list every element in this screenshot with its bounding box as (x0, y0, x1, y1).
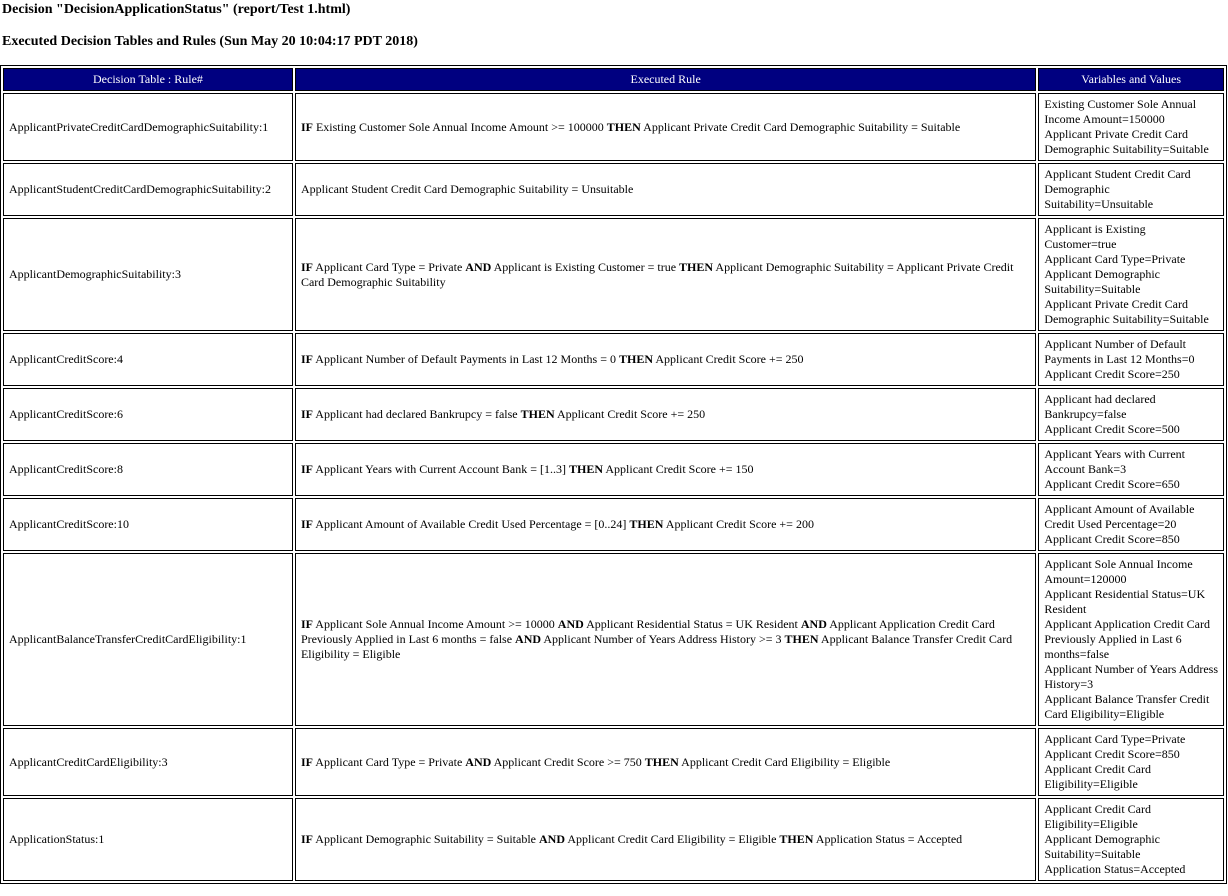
rule-text: Applicant Credit Score += 250 (554, 407, 706, 421)
executed-rule-cell (295, 553, 1036, 726)
decision-table-rule-cell: ApplicantCreditScore:6 (3, 388, 293, 441)
table-row (3, 443, 1224, 496)
rule-keyword: IF (300, 352, 313, 366)
rule-keyword: THEN (779, 832, 814, 846)
rules-table (0, 65, 1227, 884)
rule-text: Applicant Credit Card Eligibility = Eligible (678, 754, 891, 769)
variable-value: Applicant Credit Card Eligibility=Eligible (1044, 762, 1151, 791)
variables-values-cell (1038, 728, 1224, 796)
variable-value: Existing Customer Sole Annual Income Amount=150000 (1044, 97, 1197, 126)
header-decision-table-rule: Decision Table : Rule# (3, 68, 293, 91)
rule-text: Applicant Application Credit Card Previously Applied in Last 6 months = false (300, 617, 995, 646)
rule-text: Applicant Credit Score >= 750 (491, 754, 645, 769)
report-title: Decision "DecisionApplicationStatus" (report/Test 1.html) (2, 2, 351, 17)
rule-keyword: IF (300, 259, 313, 274)
variables-values-cell (1038, 553, 1224, 726)
decision-table-rule-cell: ApplicantDemographicSuitability:3 (3, 218, 293, 331)
table-row (3, 333, 1224, 386)
executed-rule-cell (295, 388, 1036, 441)
rule-keyword: AND (465, 259, 492, 274)
executed-rule-cell (295, 798, 1036, 881)
rule-text: Application Status = Accepted (813, 832, 963, 846)
variables-values-cell (1038, 498, 1224, 551)
rule-text: Applicant Amount of Available Credit Used Percentage = [0..24] (312, 517, 630, 531)
variable-value: Applicant Card Type=Private (1044, 732, 1186, 746)
variable-value: Applicant Demographic Suitability=Suitable (1044, 832, 1160, 861)
rule-text: Applicant Credit Card Eligibility = Eligible (565, 832, 780, 846)
variable-value: Applicant Credit Score=850 (1044, 532, 1180, 546)
executed-rule-cell (295, 93, 1036, 161)
rule-keyword: AND (800, 617, 827, 631)
variable-value: Applicant Credit Score=650 (1044, 477, 1180, 491)
executed-rule-cell (295, 498, 1036, 551)
variable-value: Applicant Number of Years Address History=3 (1044, 662, 1219, 691)
executed-rule-cell (295, 443, 1036, 496)
executed-rule-cell (295, 218, 1036, 331)
rule-keyword: THEN (569, 462, 604, 476)
rule-text: Applicant is Existing Customer = true (491, 259, 680, 274)
table-row (3, 218, 1224, 331)
rule-keyword: THEN (606, 119, 641, 134)
rule-keyword: THEN (679, 259, 714, 274)
variables-values-cell (1038, 333, 1224, 386)
rule-keyword: THEN (520, 407, 555, 421)
decision-table-rule-cell: ApplicantStudentCreditCardDemographicSuitability:2 (3, 163, 293, 216)
variables-values-cell (1038, 443, 1224, 496)
variables-values-cell (1038, 93, 1224, 161)
rule-keyword: IF (300, 754, 313, 769)
executed-rule-cell (295, 163, 1036, 216)
variable-value: Applicant Demographic Suitability=Suitable (1044, 267, 1160, 296)
rule-text: Applicant Sole Annual Income Amount >= 10000 (312, 617, 558, 631)
rule-text: Applicant Balance Transfer Credit Card Eligibility = Eligible (300, 632, 1013, 661)
rule-text: Applicant Demographic Suitability = Suitable (312, 832, 540, 846)
variable-value: Applicant Years with Current Account Bank=3 (1044, 447, 1186, 476)
rule-keyword: THEN (644, 754, 679, 769)
decision-table-rule-cell: ApplicationStatus:1 (3, 798, 293, 881)
variables-values-cell (1038, 798, 1224, 881)
rule-keyword: IF (300, 617, 313, 631)
table-row (3, 163, 1224, 216)
rule-keyword: AND (557, 617, 584, 631)
rule-keyword: THEN (784, 632, 819, 646)
rule-keyword: IF (300, 407, 313, 421)
variable-value: Applicant Private Credit Card Demographic Suitability=Suitable (1044, 127, 1209, 156)
variable-value: Applicant Credit Score=500 (1044, 422, 1180, 436)
rule-text: Applicant Credit Score += 250 (653, 352, 804, 366)
executed-rule-cell (295, 728, 1036, 796)
header-variables-values: Variables and Values (1038, 68, 1224, 91)
variable-value: Applicant had declared Bankrupcy=false (1044, 392, 1156, 421)
variable-value: Applicant Student Credit Card Demographic Suitability=Unsuitable (1044, 167, 1191, 211)
rule-text: Existing Customer Sole Annual Income Amount >= 100000 (312, 119, 607, 134)
table-row (3, 498, 1224, 551)
rule-keyword: IF (300, 517, 313, 531)
variables-values-cell (1038, 163, 1224, 216)
rule-text: Applicant had declared Bankrupcy = false (312, 407, 521, 421)
table-row (3, 728, 1224, 796)
rule-text: Applicant Credit Score += 150 (603, 462, 754, 476)
rule-text: Applicant Years with Current Account Bank = [1..3] (312, 462, 570, 476)
variable-value: Applicant Sole Annual Income Amount=120000 (1044, 557, 1193, 586)
rule-keyword: IF (300, 119, 313, 134)
rule-keyword: THEN (619, 352, 654, 366)
variable-value: Applicant Residential Status=UK Resident (1044, 587, 1206, 616)
table-header-row (3, 68, 1224, 91)
rule-keyword: AND (465, 754, 492, 769)
variable-value: Applicant Amount of Available Credit Used Percentage=20 (1044, 502, 1195, 531)
executed-rule-cell (295, 333, 1036, 386)
table-row (3, 553, 1224, 726)
variable-value: Applicant Credit Score=250 (1044, 367, 1180, 381)
rule-text: Applicant Demographic Suitability = Applicant Private Credit Card Demographic Suitability (300, 259, 1014, 289)
decision-table-rule-cell: ApplicantCreditScore:4 (3, 333, 293, 386)
variable-value: Applicant Application Credit Card Previously Applied in Last 6 months=false (1044, 617, 1210, 661)
rule-keyword: IF (300, 462, 313, 476)
rule-text: Applicant Private Credit Card Demographic Suitability = Suitable (640, 119, 961, 134)
variables-values-cell (1038, 388, 1224, 441)
rule-keyword: AND (539, 832, 566, 846)
rule-keyword: THEN (629, 517, 664, 531)
variable-value: Applicant Credit Card Eligibility=Eligible (1044, 802, 1151, 831)
variable-value: Applicant Credit Score=850 (1044, 747, 1180, 761)
rules-body (3, 93, 1224, 881)
table-row (3, 798, 1224, 881)
table-row (3, 388, 1224, 441)
table-row (3, 93, 1224, 161)
variable-value: Applicant is Existing Customer=true (1044, 222, 1146, 251)
rule-text: Applicant Card Type = Private (312, 259, 466, 274)
decision-table-rule-cell: ApplicantBalanceTransferCreditCardEligibility:1 (3, 553, 293, 726)
decision-table-rule-cell: ApplicantCreditScore:10 (3, 498, 293, 551)
variable-value: Applicant Private Credit Card Demographic Suitability=Suitable (1044, 297, 1209, 326)
variables-values-cell (1038, 218, 1224, 331)
rule-keyword: AND (515, 632, 542, 646)
rule-text: Applicant Residential Status = UK Resident (583, 617, 801, 631)
decision-table-rule-cell: ApplicantCreditCardEligibility:3 (3, 728, 293, 796)
report-subtitle: Executed Decision Tables and Rules (Sun May 20 10:04:17 PDT 2018) (2, 34, 418, 49)
variable-value: Applicant Card Type=Private (1044, 252, 1186, 266)
rule-text: Applicant Card Type = Private (312, 754, 466, 769)
variable-value: Applicant Balance Transfer Credit Card Eligibility=Eligible (1044, 692, 1210, 721)
header-executed-rule: Executed Rule (295, 68, 1036, 91)
rule-text: Applicant Student Credit Card Demographic Suitability = Unsuitable (300, 182, 634, 196)
rule-text: Applicant Number of Years Address History >= 3 (541, 632, 785, 646)
decision-table-rule-cell: ApplicantPrivateCreditCardDemographicSuitability:1 (3, 93, 293, 161)
variable-value: Applicant Number of Default Payments in Last 12 Months=0 (1044, 337, 1195, 366)
variable-value: Application Status=Accepted (1044, 862, 1186, 876)
rule-keyword: IF (300, 832, 313, 846)
rule-text: Applicant Number of Default Payments in Last 12 Months = 0 (312, 352, 619, 366)
decision-table-rule-cell: ApplicantCreditScore:8 (3, 443, 293, 496)
rule-text: Applicant Credit Score += 200 (663, 517, 814, 531)
